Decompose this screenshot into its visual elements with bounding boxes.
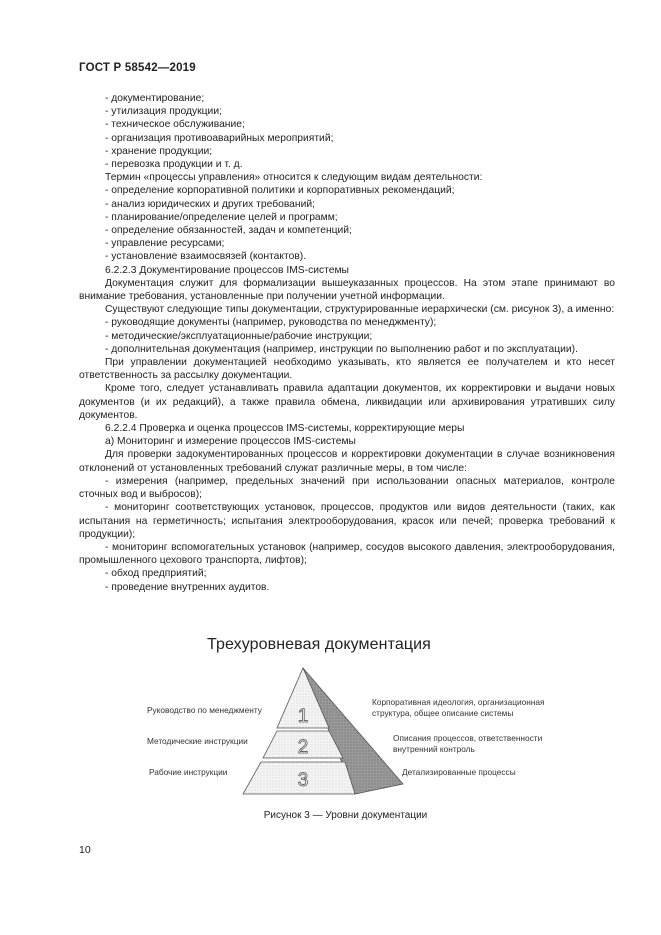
list-item: - установление взаимосвязей (контактов). [105,251,307,263]
list-item: - документирование; [105,93,205,104]
list-item: - обход предприятий; [105,568,207,580]
list-item: - методические/эксплуатационные/рабочие инструкции; [105,330,373,342]
paragraph-term: Термин «процессы управления» относится к следующим видам деятельности: [105,172,483,184]
level-number-3: 3 [297,770,309,791]
section-heading-6223: 6.2.2.3 Документирование процессов IMS-системы [105,264,349,276]
list-item: - проведение внутренних аудитов. [105,581,270,593]
paragraph-doc: Документация служит для формализации вышеуказанных процессов. На этом этапе принимают во внимание требования, установленные при получении учетной информации. [79,277,615,303]
list-item: - определение корпоративной политики и корпоративных рекомендаций; [105,185,455,197]
page-number: 10 [79,844,91,856]
subsection-a: а) Мониторинг и измерение процессов IMS-системы [105,436,356,448]
pyramid-diagram [140,636,520,826]
list-item: - утилизация продукции; [105,106,222,118]
list-item: - анализ юридических и других требований; [105,198,315,210]
list-item: - техническое обслуживание; [105,119,245,131]
left-label-level-2: Методические инструкции [147,736,248,746]
paragraph-manage: При управлении документацией необходимо указывать, кто является ее получателем и кто несет ответственность за рассылку документации. [79,357,615,382]
level-number-2: 2 [297,737,309,758]
level-number-1: 1 [297,706,309,727]
list-item: - перевозка продукции и т. д. [105,159,243,171]
paragraph-check: Для проверки задокументированных процессов и корректировки документации в случае возникновения отклонений от установленных требований служат различные меры, в том числе: [79,449,615,474]
list-item: - мониторинг соответствующих установок, процессов, продуктов или видов деятельности (таких, как испытания на герметичность; испытания электрооборудования, красок или печей; проверка требований к продукции); [79,502,615,540]
list-item: - руководящие документы (например, руководства по менеджменту); [105,317,437,329]
list-item: - планирование/определение целей и программ; [105,211,338,223]
list-item: - хранение продукции; [105,145,213,157]
left-label-level-3: Рабочие инструкции [149,767,228,777]
document-header: ГОСТ Р 58542—2019 [79,62,196,74]
figure-title: Трехуровневая документация [207,636,431,653]
list-item: - управление ресурсами; [105,238,225,250]
list-item: - дополнительная документация (например, инструкции по выполнению работ и по эксплуатации). [105,343,578,355]
left-label-level-1: Руководство по менеджменту [147,705,262,715]
section-heading-6224: 6.2.2.4 Проверка и оценка процессов IMS-системы, корректирующие меры [105,423,465,435]
list-item: - организация противоаварийных мероприятий; [105,132,334,144]
list-item: - измерения (например, предельных значений при использовании опасных материалов, контроле сточных вод и выбросов); [79,475,615,501]
list-item: - мониторинг вспомогательных установок (например, сосудов высокого давления, электрооборудования, промышленного цехового транспорта, лифтов); [79,541,615,567]
right-label-level-1: Корпоративная идеология, организационная структура, общее описание системы [372,697,545,718]
body-text [79,92,615,594]
right-label-level-2: Описания процессов, ответственности внутренний контроль [393,733,543,754]
paragraph-besides: Кроме того, следует устанавливать правила адаптации документов, их корректировки и выдачи новых документов (и их редакций), а также правила обмена, ликвидации или архивирования утративших силу документов. [79,383,615,421]
figure-caption: Рисунок 3 — Уровни документации [263,810,428,821]
right-label-level-3: Детализированные процессы [402,767,516,777]
paragraph-types: Существуют следующие типы документации, структурированные иерархически (см. рисунок 3), а именно: [105,304,615,316]
list-item: - определение обязанностей, задач и компетенций; [105,225,352,237]
